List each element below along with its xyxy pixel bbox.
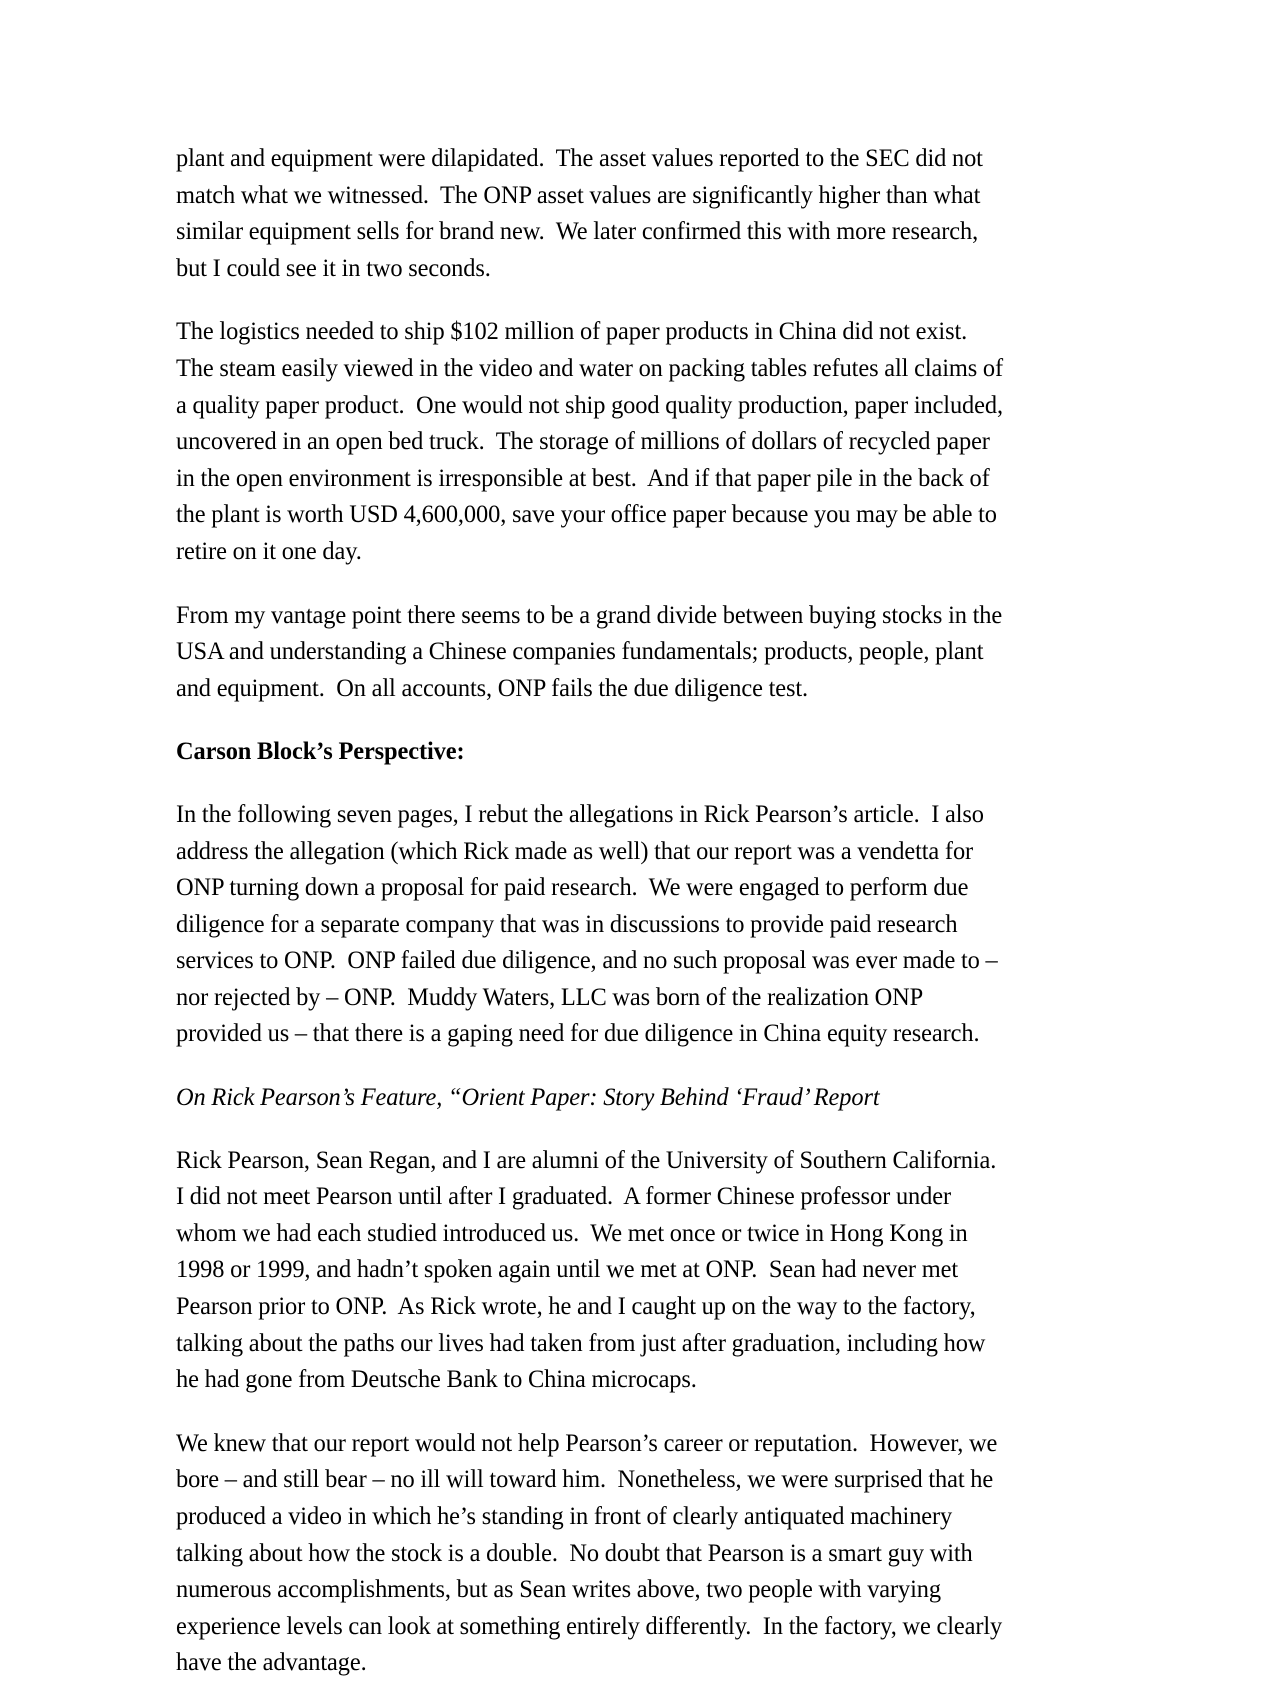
- paragraph-logistics-shipping: The logistics needed to ship $102 million of paper products in China did not exist. The steam easily viewed in the video and water on packing tables refutes all claims of a quality paper product. One would not ship good quality production, paper included, uncovered in an open bed truck. The storage of millions of dollars of recycled paper in the open environment is irresponsible at best. And if that paper pile in the back of the plant is worth USD 4,600,000, save your office paper because you may be able to retire on it one day.: [176, 317, 1009, 565]
- document-text-column: [176, 140, 1038, 1681]
- subheading-on-rick-pearsons-feature: On Rick Pearson’s Feature, “Orient Paper: Story Behind ‘Fraud’ Report: [176, 1083, 880, 1112]
- paragraph-vantage-point: From my vantage point there seems to be a grand divide between buying stocks in the USA and understanding a Chinese companies fundamentals; products, people, plant and equipment. On all accounts, ONP fails the due diligence test.: [176, 600, 1008, 702]
- paragraph-usc-alumni: Rick Pearson, Sean Regan, and I are alumni of the University of Southern California. I did not meet Pearson until after I graduated. A former Chinese professor under whom we had each studied introduced us. We met once or twice in Hong Kong in 1998 or 1999, and hadn’t spoken again until we met at ONP. Sean had never met Pearson prior to ONP. As Rick wrote, he and I caught up on the way to the factory, talking about the paths our lives had taken from just after graduation, including how he had gone from Deutsche Bank to China microcaps.: [176, 1145, 1008, 1394]
- paragraph-plant-and-equipment: plant and equipment were dilapidated. The asset values reported to the SEC did not match what we witnessed. The ONP asset values are significantly higher than what similar equipment sells for brand new. We later confirmed this with more research, but I could see it in two seconds.: [176, 144, 989, 282]
- heading-carson-block-perspective: Carson Block’s Perspective:: [176, 737, 465, 766]
- paragraph-rebuttal-intro: In the following seven pages, I rebut the allegations in Rick Pearson’s article. I also address the allegation (which Rick made as well) that our report was a vendetta for ONP turning down a proposal for paid research. We were engaged to perform due diligence for a separate company that was in discussions to provide paid research services to ONP. ONP failed due diligence, and no such proposal was ever made to – nor rejected by – ONP. Muddy Waters, LLC was born of the realization ONP provided us – that there is a gaping need for due diligence in China equity research.: [176, 799, 1004, 1048]
- paragraph-report-reputation: We knew that our report would not help Pearson’s career or reputation. However, we bore – and still bear – no ill will toward him. Nonetheless, we were surprised that he produced a video in which he’s standing in front of clearly antiquated machinery talking about how the stock is a double. No doubt that Pearson is a smart guy with numerous accomplishments, but as Sean writes above, two people with varying experience levels can look at something entirely differently. In the factory, we clearly have the advantage.: [176, 1428, 1008, 1677]
